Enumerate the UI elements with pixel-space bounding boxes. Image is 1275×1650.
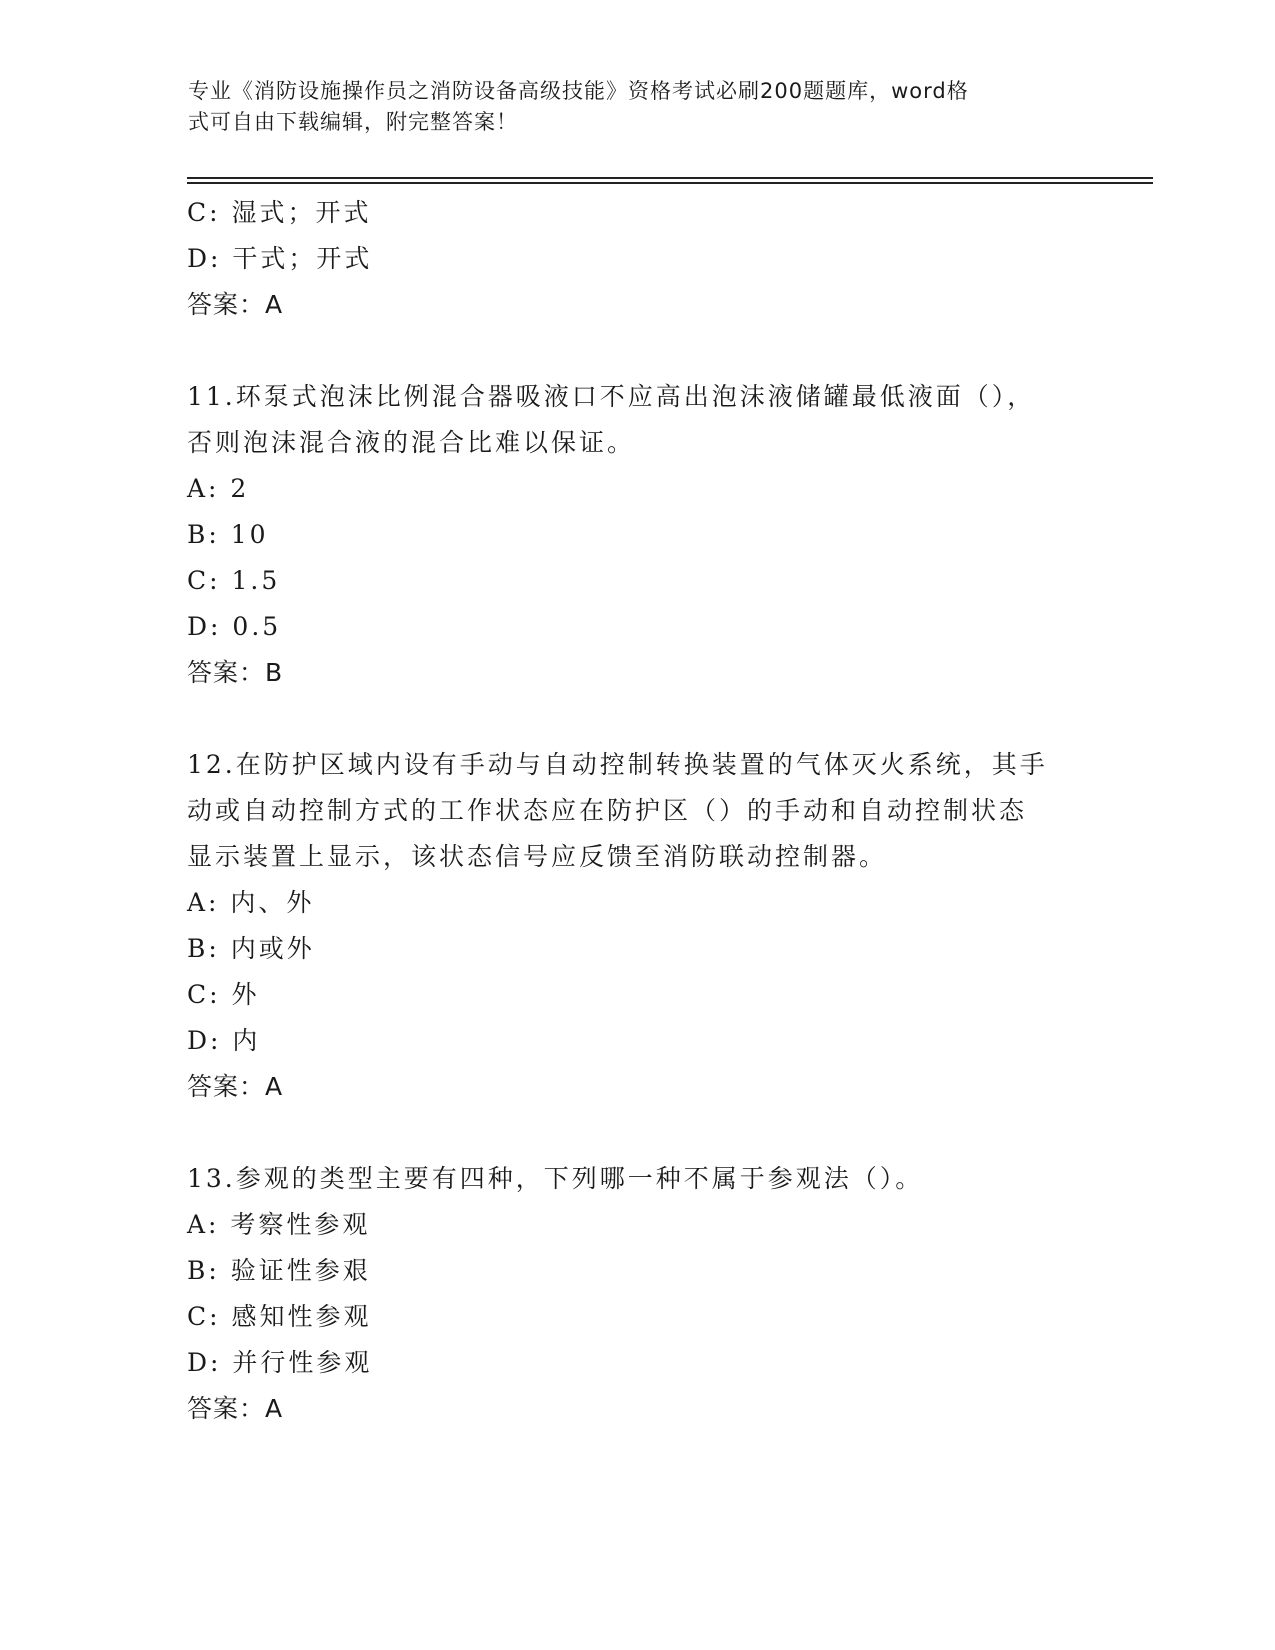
question-text-line: 动或自动控制方式的工作状态应在防护区（）的手动和自动控制状态	[187, 796, 1028, 825]
document-header	[188, 76, 1088, 138]
option-d: D: 0.5	[187, 612, 282, 641]
question-text-line: 显示装置上显示，该状态信号应反馈至消防联动控制器。	[187, 842, 888, 871]
option-a: A: 2	[187, 474, 250, 503]
answer-line: 答案：B	[187, 658, 284, 687]
question-12	[187, 742, 1087, 1110]
header-rule-bottom	[187, 182, 1153, 184]
option-c: C: 感知性参观	[187, 1302, 372, 1331]
option-b: B: 内或外	[187, 934, 315, 963]
question-text-line: 否则泡沫混合液的混合比难以保证。	[187, 428, 636, 457]
option-a: A: 考察性参观	[187, 1210, 371, 1239]
option-b: B: 验证性参艰	[187, 1256, 371, 1285]
answer-line: 答案：A	[187, 290, 284, 319]
answer-line: 答案：A	[187, 1394, 284, 1423]
header-line-2: 式可自由下载编辑，附完整答案！	[188, 110, 518, 134]
option-c: C: 外	[187, 980, 260, 1009]
question-list	[187, 190, 1087, 1432]
option-d: D: 内	[187, 1026, 261, 1055]
question-text-line: 11.环泵式泡沫比例混合器吸液口不应高出泡沫液储罐最低液面（），	[187, 382, 1036, 411]
question-10-continued	[187, 190, 1087, 328]
option-b: B: 10	[187, 520, 269, 549]
option-a: A: 内、外	[187, 888, 315, 917]
question-text-line: 12.在防护区域内设有手动与自动控制转换装置的气体灭火系统，其手	[187, 750, 1048, 779]
option-d: D: 干式；开式	[187, 244, 373, 273]
option-d: D: 并行性参观	[187, 1348, 373, 1377]
answer-line: 答案：A	[187, 1072, 284, 1101]
header-line-1: 专业《消防设施操作员之消防设备高级技能》资格考试必刷200题题库，word格	[188, 79, 969, 103]
question-11	[187, 374, 1087, 696]
question-13	[187, 1156, 1087, 1432]
question-text-line: 13.参观的类型主要有四种，下列哪一种不属于参观法（）。	[187, 1164, 924, 1193]
option-c: C: 1.5	[187, 566, 281, 595]
header-rule-top	[187, 177, 1153, 179]
option-c: C: 湿式；开式	[187, 198, 372, 227]
